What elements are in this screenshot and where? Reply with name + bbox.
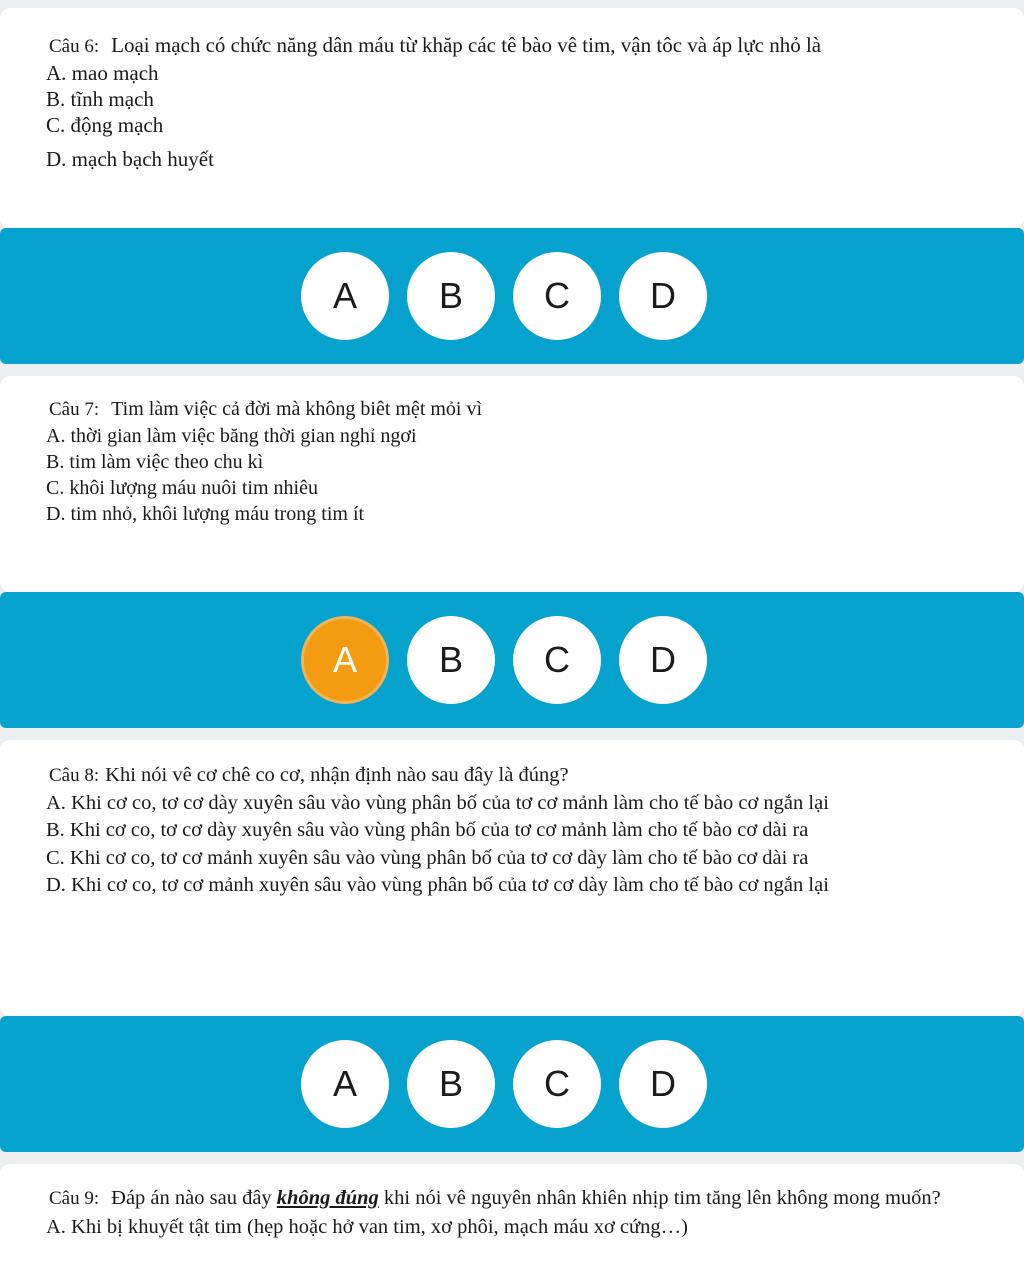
answer-a-button-selected[interactable]: A bbox=[301, 616, 389, 704]
answer-d-button[interactable]: D bbox=[619, 1040, 707, 1128]
question-9-text-before: Đáp án nào sau đây bbox=[111, 1187, 272, 1209]
answer-a-button[interactable]: A bbox=[301, 1040, 389, 1128]
question-8-option-c[interactable]: C. Khi cơ co, tơ cơ mảnh xuyên sâu vào vùng phân bố của tơ cơ dày làm cho tế bào cơ dài ra bbox=[46, 846, 809, 869]
question-8-label: Câu 8: bbox=[49, 765, 100, 786]
question-7-prompt bbox=[46, 396, 984, 423]
question-7-card bbox=[0, 376, 1024, 592]
question-8-option-d[interactable]: D. Khi cơ co, tơ cơ mảnh xuyên sâu vào vùng phân bố của tơ cơ dày làm cho tế bào cơ ngắn lại bbox=[46, 874, 829, 896]
answer-bar-q7 bbox=[0, 592, 1024, 728]
question-9-option-a[interactable]: A. Khi bị khuyết tật tim (hẹp hoặc hở van tim, xơ phôi, mạch máu xơ cứng…) bbox=[46, 1216, 688, 1238]
question-7 bbox=[46, 396, 984, 527]
answer-d-button[interactable]: D bbox=[619, 252, 707, 340]
question-9-label: Câu 9: bbox=[49, 1188, 100, 1209]
question-8 bbox=[46, 762, 984, 900]
answer-d-button[interactable]: D bbox=[619, 616, 707, 704]
answer-bar-q6 bbox=[0, 228, 1024, 364]
question-9-prompt bbox=[46, 1184, 984, 1213]
question-6-option-a[interactable]: A. mao mạch bbox=[46, 61, 159, 85]
question-8-option-b[interactable]: B. Khi cơ co, tơ cơ dày xuyên sâu vào vùng phân bố của tơ cơ mảnh làm cho tế bào cơ dài ra bbox=[46, 819, 809, 841]
answer-a-button[interactable]: A bbox=[301, 252, 389, 340]
answer-c-button[interactable]: C bbox=[513, 252, 601, 340]
question-7-text: Tim làm việc cả đời mà không biêt mệt mỏi vì bbox=[111, 398, 483, 420]
question-6-option-c[interactable]: C. động mạch bbox=[46, 113, 164, 137]
question-6-prompt bbox=[46, 32, 984, 60]
question-7-option-c[interactable]: C. khôi lượng máu nuôi tim nhiêu bbox=[46, 477, 318, 499]
question-7-label: Câu 7: bbox=[49, 399, 100, 420]
answer-b-button[interactable]: B bbox=[407, 616, 495, 704]
question-6-option-d[interactable]: D. mạch bạch huyết bbox=[46, 147, 214, 171]
question-6-option-b[interactable]: B. tĩnh mạch bbox=[46, 87, 154, 111]
question-9-text-after: khi nói vê nguyên nhân khiên nhịp tim tăng lên không mong muốn? bbox=[383, 1187, 941, 1209]
question-9-card bbox=[0, 1164, 1024, 1280]
answer-b-button[interactable]: B bbox=[407, 1040, 495, 1128]
question-6-text: Loại mạch có chức năng dân máu từ khăp các tê bào vê tim, vận tôc và áp lực nhỏ là bbox=[111, 33, 822, 57]
question-6-label: Câu 6: bbox=[49, 36, 100, 57]
question-6-card bbox=[0, 8, 1024, 228]
question-8-text: Khi nói vê cơ chê co cơ, nhận định nào sau đây là đúng? bbox=[105, 764, 569, 786]
question-8-prompt bbox=[46, 762, 984, 790]
question-6 bbox=[46, 32, 984, 172]
answer-bar-q8 bbox=[0, 1016, 1024, 1152]
answer-c-button[interactable]: C bbox=[513, 1040, 601, 1128]
answer-c-button[interactable]: C bbox=[513, 616, 601, 704]
question-7-option-a[interactable]: A. thời gian làm việc băng thời gian nghỉ ngơi bbox=[46, 425, 417, 447]
question-9-emphasis: không đúng bbox=[276, 1187, 379, 1209]
question-8-option-a[interactable]: A. Khi cơ co, tơ cơ dày xuyên sâu vào vùng phân bố của tơ cơ mảnh làm cho tế bào cơ ngắn lại bbox=[46, 791, 829, 814]
question-7-option-d[interactable]: D. tim nhỏ, khôi lượng máu trong tim ít bbox=[46, 503, 365, 525]
question-8-card bbox=[0, 740, 1024, 1016]
question-7-option-b[interactable]: B. tim làm việc theo chu kì bbox=[46, 451, 264, 473]
question-9 bbox=[46, 1184, 984, 1242]
answer-b-button[interactable]: B bbox=[407, 252, 495, 340]
